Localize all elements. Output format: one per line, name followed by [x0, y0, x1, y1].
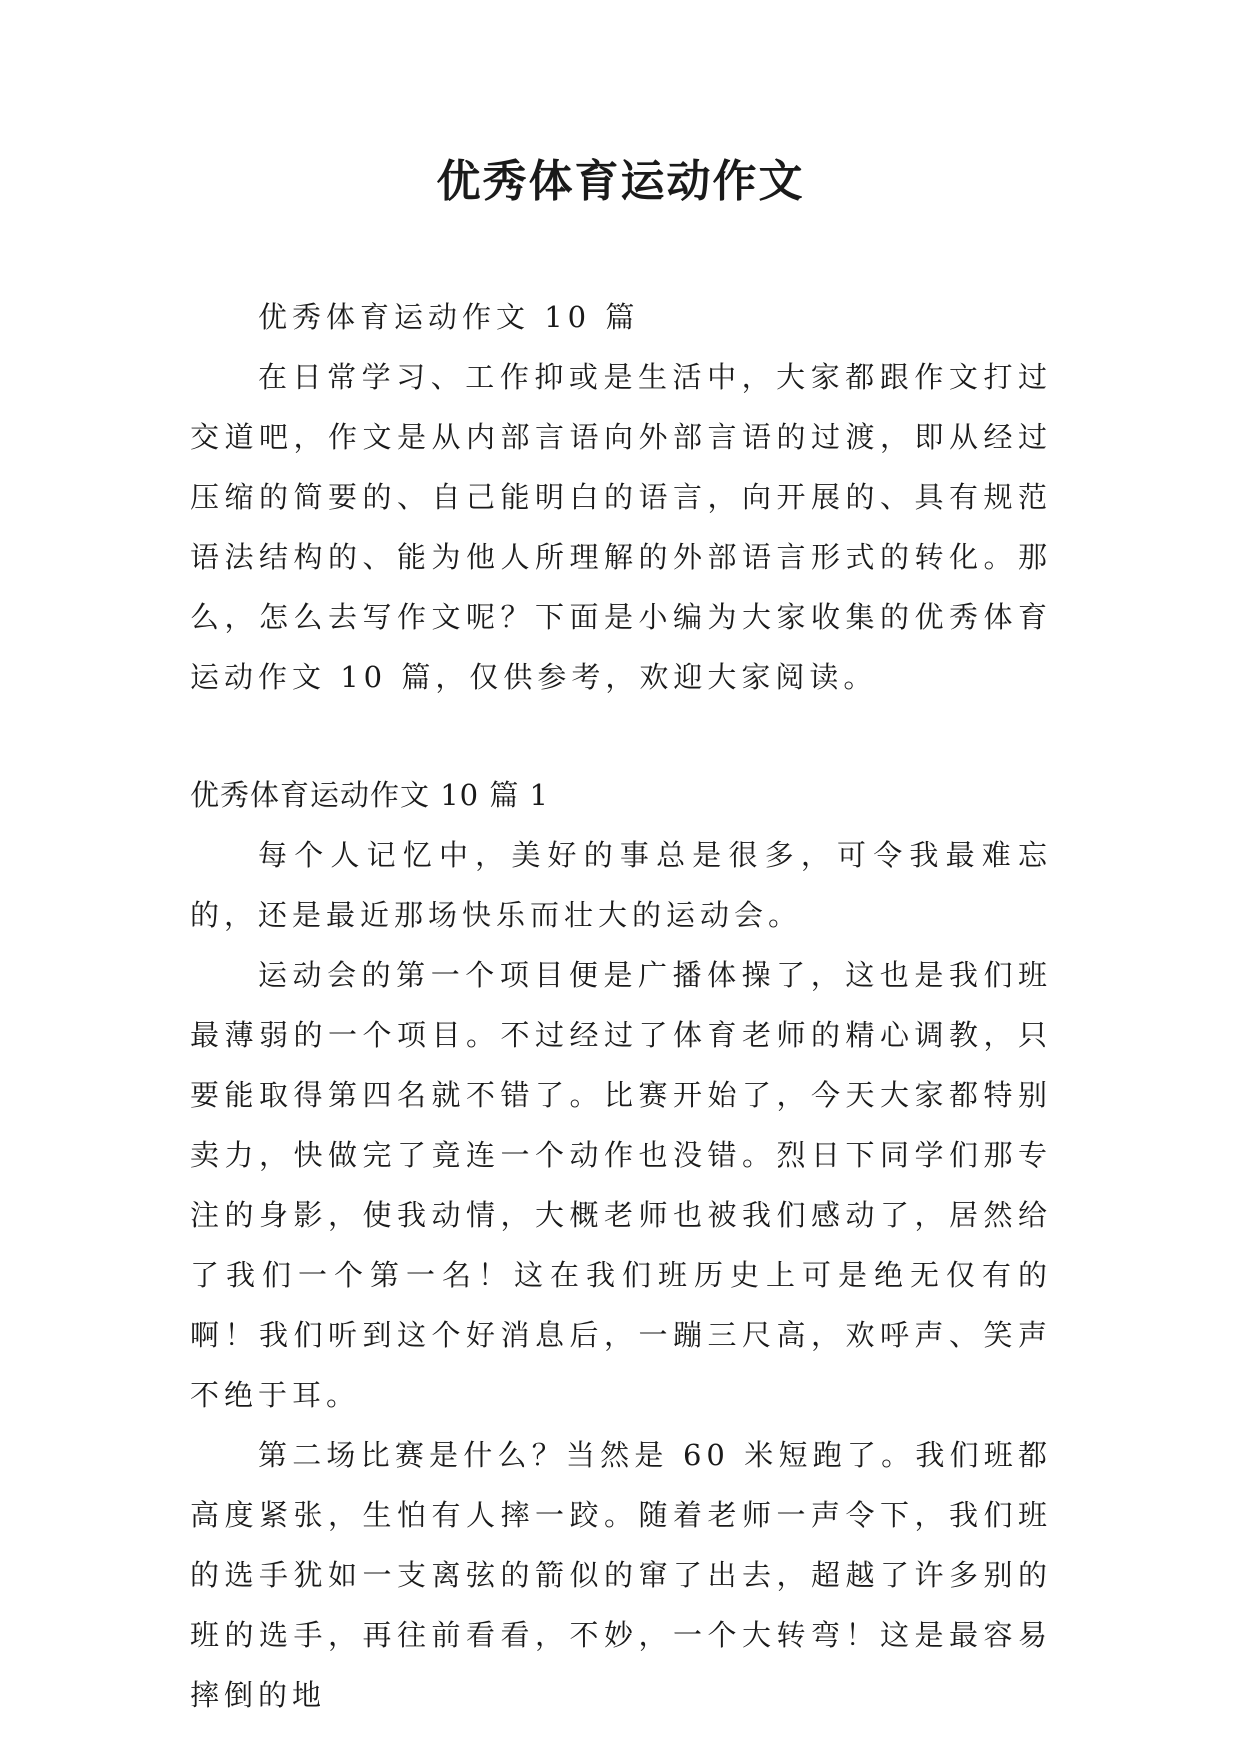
- body-paragraph-1: 每个人记忆中，美好的事总是很多，可令我最难忘的，还是最近那场快乐而壮大的运动会。: [190, 838, 1052, 932]
- document-title: 优秀体育运动作文: [436, 156, 805, 207]
- intro-paragraph: 在日常学习、工作抑或是生活中，大家都跟作文打过交道吧，作文是从内部言语向外部言语的过渡，即从经过压缩的简要的、自己能明白的语言，向开展的、具有规范语法结构的、能为他人所理解的外部语言形式的转化。那么，怎么去写作文呢？下面是小编为大家收集的优秀体育运动作文 10 篇，仅供参考，欢迎大家阅读。: [190, 360, 1052, 694]
- document-body: [190, 287, 1052, 1725]
- document-subtitle: 优秀体育运动作文 10 篇: [258, 300, 640, 334]
- body-paragraph-2: 运动会的第一个项目便是广播体操了，这也是我们班最薄弱的一个项目。不过经过了体育老师的精心调教，只要能取得第四名就不错了。比赛开始了，今天大家都特别卖力，快做完了竟连一个动作也没错。烈日下同学们那专注的身影，使我动情，大概老师也被我们感动了，居然给了我们一个第一名！这在我们班历史上可是绝无仅有的啊！我们听到这个好消息后，一蹦三尺高，欢呼声、笑声不绝于耳。: [190, 958, 1052, 1412]
- section-heading: 优秀体育运动作文 10 篇 1: [190, 778, 550, 812]
- body-paragraph-3: 第二场比赛是什么？当然是 60 米短跑了。我们班都高度紧张，生怕有人摔一跤。随着老师一声令下，我们班的选手犹如一支离弦的箭似的窜了出去，超越了许多别的班的选手，再往前看看，不妙，一个大转弯！这是最容易摔倒的地: [190, 1438, 1052, 1712]
